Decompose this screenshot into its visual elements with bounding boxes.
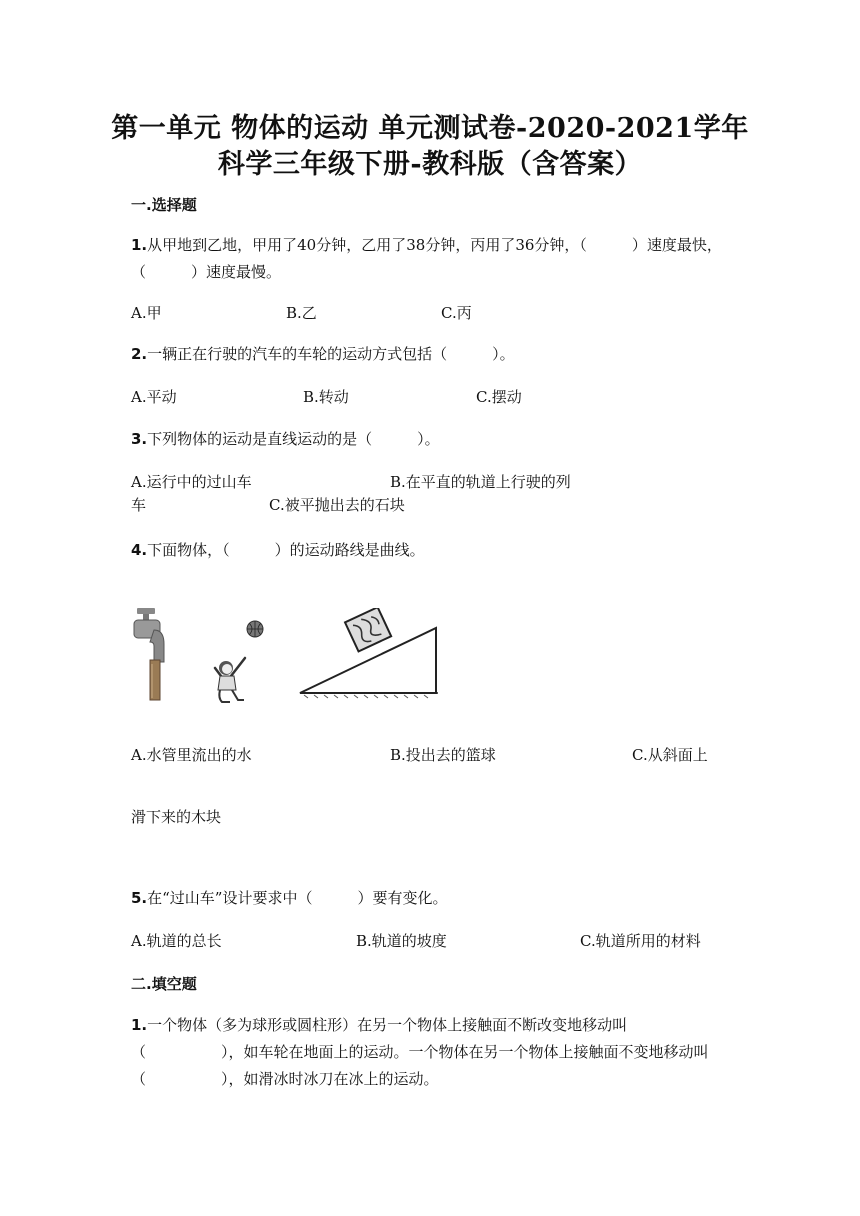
option-c-continued: 滑下来的木块 xyxy=(131,808,222,826)
question-number: 3. xyxy=(131,430,148,448)
child-icon xyxy=(215,658,245,702)
option-b-continued: 车 xyxy=(131,496,147,514)
question-number: 4. xyxy=(131,541,148,559)
section-heading-fill-blank: 二.填空题 xyxy=(131,975,197,993)
option-b: B.转动 xyxy=(303,388,349,406)
option-a: A.水管里流出的水 xyxy=(131,746,252,764)
question-2 xyxy=(131,341,731,368)
doc-title-line1: 第一单元 物体的运动 单元测试卷-2020-2021学年 xyxy=(111,113,749,144)
question-4 xyxy=(131,537,731,564)
option-c: C.摆动 xyxy=(476,388,522,406)
question-4-illustration xyxy=(128,608,448,704)
faucet-icon xyxy=(134,608,164,700)
question-text: 在“过山车”设计要求中（ ）要有变化。 xyxy=(147,889,448,907)
question-number: 2. xyxy=(131,345,148,363)
question-number: 1. xyxy=(131,1016,148,1034)
question-text: 下列物体的运动是直线运动的是（ ）。 xyxy=(147,430,440,448)
doc-title-line2: 科学三年级下册-教科版（含答案） xyxy=(217,149,643,180)
option-b: B.投出去的篮球 xyxy=(390,746,496,764)
option-c: C.丙 xyxy=(441,304,472,322)
option-a: A.运行中的过山车 xyxy=(131,473,252,491)
question-1 xyxy=(131,232,731,286)
question-text: 一个物体（多为球形或圆柱形）在另一个物体上接触面不断改变地移动叫（ ），如车轮在地面上的运动。一个物体在另一个物体上接触面不变地移动叫（ ），如滑冰时冰刀在冰上的运动。 xyxy=(131,1016,709,1088)
option-c: C.轨道所用的材料 xyxy=(580,932,701,950)
fill-question-1 xyxy=(131,1012,731,1093)
question-text: 一辆正在行驶的汽车的车轮的运动方式包括（ ）。 xyxy=(147,345,515,363)
option-c: C.从斜面上 xyxy=(632,746,708,764)
option-b: B.轨道的坡度 xyxy=(356,932,447,950)
option-a: A.平动 xyxy=(131,388,177,406)
option-a: A.轨道的总长 xyxy=(131,932,222,950)
option-b: B.乙 xyxy=(286,304,317,322)
question-3 xyxy=(131,426,731,453)
question-text: 从甲地到乙地，甲用了40分钟，乙用了38分钟，丙用了36分钟，（ ）速度最快，（ ）速度最慢。 xyxy=(131,236,722,281)
section-heading-choice: 一.选择题 xyxy=(131,196,197,214)
wood-block-icon xyxy=(345,608,391,651)
option-b: B.在平直的轨道上行驶的列 xyxy=(390,473,571,491)
question-number: 1. xyxy=(131,236,148,254)
question-text: 下面物体，（ ）的运动路线是曲线。 xyxy=(147,541,425,559)
question-number: 5. xyxy=(131,889,148,907)
basketball-icon xyxy=(247,621,263,637)
option-c: C.被平抛出去的石块 xyxy=(269,496,405,514)
question-5 xyxy=(131,885,731,912)
option-a: A.甲 xyxy=(131,304,162,322)
